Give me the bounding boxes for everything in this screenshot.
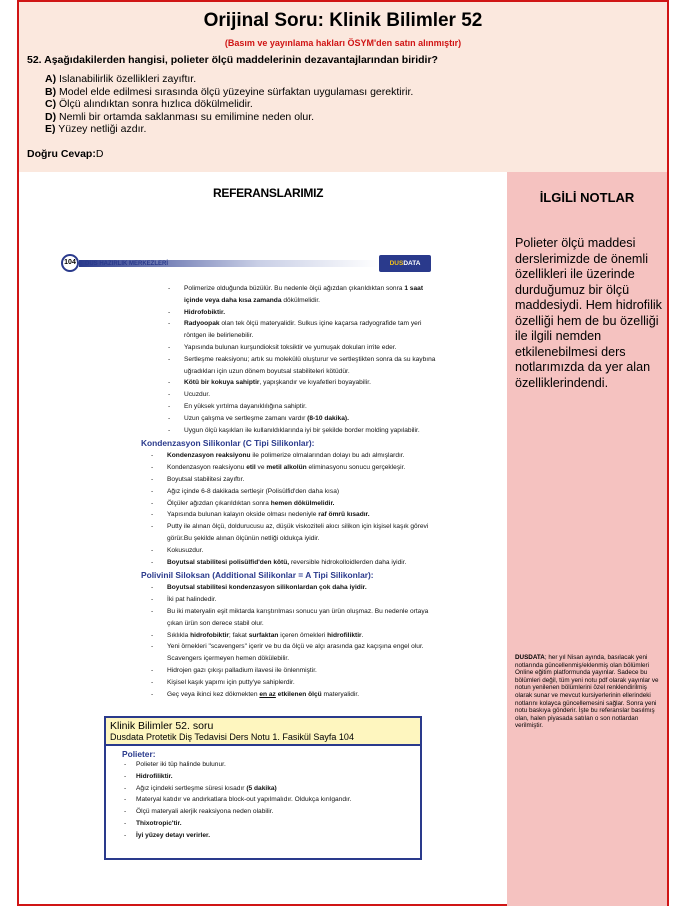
option-c: C) Ölçü alındıktan sonra hızlıca dökülmelidir. [45, 98, 253, 110]
list-item: - Ucuzdur. [184, 389, 436, 401]
list-item: - Putty ile alınan ölçü, doldurucusu az, düşük viskoziteli akıcı silikon için kişisel kaşık görevi görür.Bu şekilde alınan ölçünün netliği oldukça iyidir. [167, 521, 437, 545]
list-item: - Kokusuzdur. [167, 545, 437, 557]
page-number: 104 [61, 254, 79, 272]
question-panel [19, 2, 667, 172]
list-item: - Polimerize olduğunda büzülür. Bu nedenle ölçü ağızdan çıkarıldıktan sonra 1 saat içinde veya daha kısa zamanda dökülmelidir. [184, 283, 436, 307]
list-item: - Radyoopak olan tek ölçü materyalidir. Sulkus içine kaçarsa radyografide tam yeri röntgen ile belirlenebilir. [184, 318, 436, 342]
highlight-box-header [106, 718, 420, 746]
highlight-box-title: Klinik Bilimler 52. soru [110, 720, 214, 732]
copyright-note: (Basım ve yayınlama hakları ÖSYM'den satın alınmıştır) [224, 38, 462, 48]
notes-body: Polieter ölçü maddesi derslerimizde de önemli özellikleri ile üzerinde durduğumuz bir ölçü maddesiydi. Hem hidrofilik özelliği hem de bu özelliği ile ilgili nemden etkilenebilmesi ders notlarımızda da yer alan özelliklerindendi. [515, 236, 662, 390]
list-item: - Yeni örnekleri "scavengers" içerir ve bu da ölçü ve alçı arasında gaz kaçışına engel olur. Scavengers içermeyen hemen dökülebilir. [167, 641, 437, 665]
list-item: - Bu iki materyalin eşit miktarda karıştırılması sonucu yan ürün oluşmaz. Bu nedenle ortaya çıkan ürün son derece stabil olur. [167, 606, 437, 630]
list-item: - Thixotropic'tir. [136, 818, 416, 830]
dusdata-logo: DUSDATA [379, 255, 431, 272]
highlight-box-section: Polieter: [122, 749, 156, 759]
option-b: B) Model elde edilmesi sırasında ölçü yüzeyine sürfaktan uygulaması gerektirir. [45, 85, 414, 98]
list-item: - Materyal katıdır ve andırkatlara block-out yapılmalıdır. Oldukça kırılgandır. [136, 794, 416, 806]
list-item: - Kişisel kaşık yapımı için putty'ye sahiplerdir. [167, 677, 437, 689]
list-item: - İki pat halindedir. [167, 594, 437, 606]
page-title: Orijinal Soru: Klinik Bilimler 52 [203, 10, 483, 31]
list-item: - Hidrojen gazı çıkışı palladium ilavesi ile önlenmiştir. [167, 665, 437, 677]
references-title: REFERANSLARIMIZ [213, 186, 324, 200]
list-item: - Hidrofobiktir. [184, 307, 436, 319]
list-item: - Ağız içindeki sertleşme süresi kısadır (5 dakika) [136, 783, 416, 795]
list-item: - Sıklıkla hidrofobiktir; fakat surfaktan içeren örnekleri hidrofiliktir. [167, 630, 437, 642]
option-a: A) Islanabilirlik özellikleri zayıftır. [45, 73, 197, 85]
list-item: - İyi yüzey detayı verirler. [136, 830, 416, 842]
answer-options [45, 73, 413, 136]
list-item: - Ölçüler ağızdan çıkarıldıktan sonra hemen dökülmelidir. [167, 498, 437, 510]
notes-title: İLGİLİ NOTLAR [539, 190, 635, 205]
notes-disclaimer: DUSDATA; her yıl Nisan ayında, basılacak yeni notlarında güncellenmiş/eklenmiş olan bölümleri Online eğitim platformunda yayınlar. Sadece bu bölümleri değil, tüm yeni notu pdf olarak yayınlar ve notun yenilenen bölümlerini özel renklendirilmiş olarak sunar ve mevcut kursiyerlerinin ellerindeki notlarını kolayca güncellemesini sağlar. Sonra yeni notu baskıya gönderir. İşte bu referanslar basılmış olan, halen piyasada satılan o son notlardan verilmiştir. [515, 654, 659, 730]
list-item: - Kondenzasyon reaksiyonu etil ve metil alkolün eliminasyonu sonucu gerçekleşir. [167, 462, 437, 474]
list-item: - Yapısında bulunan kurşundioksit toksiktir ve yumuşak dokuları irrite eder. [184, 342, 436, 354]
correct-answer: Doğru Cevap:D [27, 148, 104, 160]
document-header [59, 252, 437, 276]
highlight-box [104, 716, 422, 860]
list-item: - Kondenzasyon reaksiyonu ile polimerize olmalarından dolayı bu adı almışlardır. [167, 450, 437, 462]
section-heading: Polivinil Siloksan (Additional Silikonlar = A Tipi Silikonlar): [141, 570, 374, 581]
option-e: E) Yüzey netliği azdır. [45, 123, 147, 135]
list-item: - Boyutsal stabilitesi polisülfid'den kötü, reversible hidrokolloidlerden daha iyidir. [167, 557, 437, 569]
list-item: - Kötü bir kokuya sahiptir, yapışkandır ve kıyafetleri boyayabilir. [184, 377, 436, 389]
question-text: 52. Aşağıdakilerden hangisi, polieter ölçü maddelerinin dezavantajlarından biridir? [27, 54, 438, 66]
reference-text [59, 283, 437, 700]
list-item: - Sertleşme reaksiyonu; artık su molekülü oluşturur ve sertleştikten sonra da su kaybına uğradıkları için uzun dönem boyutsal stabiliteleri kötüdür. [184, 354, 436, 378]
notes-panel [507, 172, 667, 906]
reference-document [59, 252, 437, 700]
list-item: - Boyutsal stabilitesi zayıftır. [167, 474, 437, 486]
section-heading: Kondenzasyon Silikonlar (C Tipi Silikonlar): [141, 438, 315, 449]
list-item: - Polieter iki tüp halinde bulunur. [136, 759, 416, 771]
highlight-box-source: Dusdata Protetik Diş Tedavisi Ders Notu 1. Fasikül Sayfa 104 [110, 732, 354, 742]
list-item: - Geç veya ikinci kez dökmekten en az etkilenen ölçü materyalidir. [167, 689, 437, 701]
list-item: - En yüksek yırtılma dayanıklılığına sahiptir. [184, 401, 436, 413]
option-d: D) Nemli bir ortamda saklanması su emilimine neden olur. [45, 110, 315, 123]
list-item: - Ölçü materyali alerjik reaksiyona neden olabilir. [136, 806, 416, 818]
header-banner: DUS HAZIRLIK MERKEZLERİ [85, 261, 168, 267]
list-item: - Uygun ölçü kaşıkları ile kullanıldıklarında iyi bir şekilde border molding yapılabilir. [184, 425, 436, 437]
list-item: - Yapısında bulunan kalayın okside olması nedeniyle raf ömrü kısadır. [167, 509, 437, 521]
list-item: - Boyutsal stabilitesi kondenzasyon silikonlardan çok daha iyidir. [167, 582, 437, 594]
list-item: - Uzun çalışma ve sertleşme zamanı vardır (8-10 dakika). [184, 413, 436, 425]
list-item: - Hidrofiliktir. [136, 771, 416, 783]
list-item: - Ağız içinde 6-8 dakikada sertleşir (Polisülfid'den daha kısa) [167, 486, 437, 498]
